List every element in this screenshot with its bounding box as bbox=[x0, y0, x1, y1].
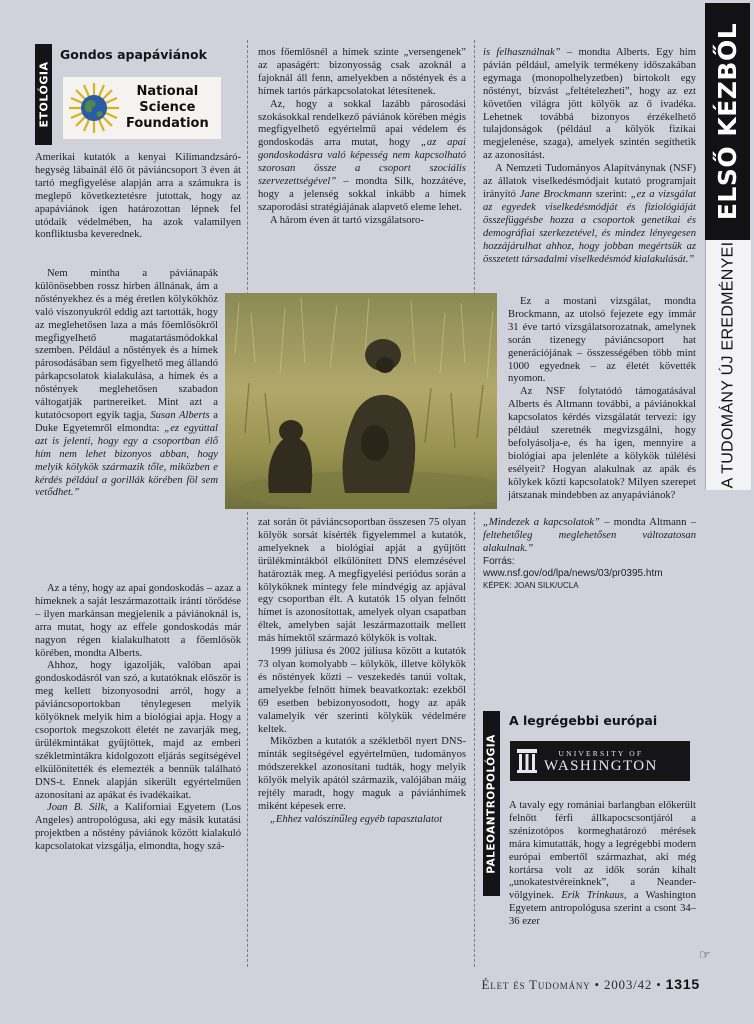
section-tag-paleoantropologia: PALEOANTROPOLÓGIA bbox=[483, 711, 500, 896]
footer-issue: 2003/42 bbox=[603, 977, 653, 992]
paragraph: zat során öt páviáncsoportban összesen 75 olyan kölyök sorsát kísérték figyelemmel a kutatók, amelyeknek a biológiai apját a gyűjtött ürülékmintákból elkülönített DNS elemzésével határozták meg. A megfigyelési periódus során a kölyköknek mintegy fele mindvégig az apjával egy csoportban élt. A kutatók 15 olyan felnőtt hímet is azonosítottak, amelyek olyan csapatban éltek, amelyben saját leszármazottaik mellett más hímektől származó kölykök is voltak. bbox=[258, 517, 466, 645]
globe-icon bbox=[68, 82, 120, 134]
paragraph: mos főemlősnél a hímek szinte „versengenek” az apaságért: bizonyosság csak azoknál a fajoknál áll fenn, amelyekben a nőstények és a hímek tartós párkapcsolatokat létesítenek. bbox=[258, 47, 466, 97]
uw-logo bbox=[510, 741, 690, 781]
paragraph: Az, hogy a sokkal lazább párosodási szokásokkal rendelkező páviánok körében mégis megfigyelhető egyértelmű apai védelem és gondoskodás arra mutat, hogy „az apai gondoskodásra való képesség nem kapcsolható szorosan össze a csoport szociális szervezettségével” – mondta Silk, hozzátéve, hogy a jelenség sokkal inkább a hímek szaporodási stratégiájának alapvető eleme lehet. bbox=[258, 98, 466, 213]
header-band-sublabel: A TUDOMÁNY ÚJ EREDMÉNYEI bbox=[719, 241, 737, 489]
footer-journal: Élet és Tudomány bbox=[481, 977, 591, 992]
paragraph: „Ehhez valószínűleg egyéb tapasztalatot bbox=[270, 813, 443, 825]
source-line: Forrás: www.nsf.gov/od/lpa/news/03/pr0395.htm bbox=[483, 555, 663, 579]
paragraph: „Mindezek a kapcsolatok” – mondta Altmann – feltehetőleg meglehetősen változatosan alakulnak.” bbox=[483, 517, 696, 554]
article-column-2-upper bbox=[258, 47, 466, 293]
section-title-legregebbi: A legrégebbi európai bbox=[509, 713, 658, 728]
footer-page-number: 1315 bbox=[665, 976, 700, 992]
uw-logo-big: WASHINGTON bbox=[544, 757, 658, 774]
article-column-1-middle bbox=[35, 268, 218, 581]
paragraph: Joan B. Silk, a Kaliforniai Egyetem (Los Angeles) antropológusa, aki egy másik kutatási projektben a nőstény páviánok között kialakuló kapcsolatokat vizsgálja, elmondta, hogy szá- bbox=[35, 802, 241, 853]
header-band-black bbox=[705, 3, 750, 240]
nsf-logo bbox=[63, 77, 221, 139]
paragraph: is felhasználnak” – mondta Alberts. Egy him pávián például, amelyik termékeny időszakában egymaga (monopolhelyzetben) birtokolt egy nőstényt, bízvást „feltételezheti”, hogy az ezt követően világra jött kölyök az ő ivadéka. Lehetnek továbbá bizonyos érzékelhető tulajdonságok (például a kölyök fizikai megjelenése, szaga), amelyek szintén segíthetik az azonosítást. bbox=[483, 47, 696, 162]
paragraph: Az NSF folytatódó támogatásával Alberts és Altmann további, a páviánokkal kapcsolatos kérdés vizsgálatát tervezi: így például szeretnék megvizsgálni, hogy befolyásolja-e, és ha igen, mennyire a biológiai apa jelenléte a kölykök túlélési esélyeit? Hogyan alakulnak az apák és kölykek közti kapcsolatok? Milyen szerepet játszanak mindebben az anyapáviánok? bbox=[508, 386, 696, 501]
paragraph: A tavaly egy romániai barlangban előkerült felnőtt férfi állkapocscsontjáról a szénizotópos kormeghatározó mérések mára kimutatták, hogy a legrégebbi modern európai embertől származhat, aki még kortársa volt az idők során kihalt „unokatestvéreinknek”, a Neander-völgyinek. Erik Trinkaus, a Washington Egyetem antropológusa szerint a csont 34–36 ezer bbox=[509, 800, 696, 928]
paragraph: Ez a mostani vizsgálat, mondta Brockmann, az utolsó fejezete egy immár 31 éve tartó vizsgálatsorozatnak, amelynek során tizenegy páviáncsoport hat generációjának – összességében több mint 1000 egyednek – az életét követték nyomon. bbox=[508, 296, 696, 385]
article-column-3-lower bbox=[483, 517, 696, 697]
paragraph: Amerikai kutatók a kenyai Kilimandzsáró-hegység lábainál élő öt páviáncsoport 3 éven át tartó megfigyelése alapján arra a számukra is meglepő következtetésre jutottak, hogy az apapáviánok igen határozottan lépnek fel utódaik védelmében, ha azok valamilyen konfliktusba keverednek. bbox=[35, 152, 241, 241]
article-column-1-upper bbox=[35, 152, 241, 242]
photo-credit: KÉPEK: JOAN SILK/UCLA bbox=[483, 580, 579, 590]
page-footer: Élet és Tudomány • 2003/42 • 1315 bbox=[481, 976, 700, 992]
paragraph: 1999 júliusa és 2002 júliusa között a kutatók 73 olyan komolyabb – kölykök, illetve kölykök és nőstények közti – veszekedés tanúi voltak, amelyekbe felnőtt hímek beavatkoztak: ezekből 69 esetben bebizonyosodott, hogy az apák valamelyik vér szerinti kölykük védelmére keltek. bbox=[258, 646, 466, 735]
article-column-3-upper bbox=[483, 47, 696, 293]
article-column-2-lower bbox=[258, 517, 466, 969]
paragraph: Ahhoz, hogy igazolják, valóban apai gondoskodásról van szó, a kutatóknak először is meg kellett bizonyosodni arról, hogy a páviáncsoportokban ténylegesen melyik kölyöknek melyik him a biológiai apja. Hogy a csoportok megszokott életét ne zavarják meg, ürülékmintákat gyűjtöttek, majd az emberi székletmintákra kidolgozott eljárás segítségével elkülönítették és elemezték a bennük található DNS-t. Ennek alapján sikerült egyértelműen azonosítani az apákat és ivadékaikat. bbox=[35, 660, 241, 801]
header-band-label: ELSŐ KÉZBŐL bbox=[713, 22, 743, 221]
header-band-white bbox=[705, 240, 751, 490]
section-tag-etologia: ETOLÓGIA bbox=[35, 44, 52, 145]
column-divider bbox=[247, 512, 248, 967]
column-divider bbox=[474, 40, 475, 295]
nsf-logo-text: National Science Foundation bbox=[126, 84, 209, 131]
paragraph: Az a tény, hogy az apai gondoskodás – azaz a hímeknek a saját leszármazottaik iránti törődése – ilyen markánsan megjelenik a páviánoknál is, arra mutat, hogy az effele gondoskodás már nagyon régen kialakulhatott a főemlősök körében, mondta Alberts. bbox=[35, 583, 241, 659]
section-title-gondos: Gondos apapáviánok bbox=[60, 47, 207, 62]
column-divider bbox=[247, 40, 248, 295]
paragraph: A három éven át tartó vizsgálatsoro- bbox=[270, 214, 424, 226]
baboon-photo bbox=[225, 293, 497, 509]
continue-arrow-icon: ☞ bbox=[699, 947, 711, 962]
uw-mark-icon bbox=[516, 748, 538, 774]
column-divider bbox=[474, 512, 475, 967]
uw-logo-small: UNIVERSITY OF bbox=[558, 748, 644, 758]
article-column-section2 bbox=[509, 800, 696, 962]
paragraph: Nem mintha a páviánapák különösebben rossz hírben állnának, ám a nőstényekhez és a még éretlen kölykökhöz való viszonyukról eddig azt tartották, hogy az meglehetősen laza a más főemlősökről megfigyelhető magatartásmódokkal szemben. Például a nőstények és a hímek párosodásában sem figyelhető meg állandó párkapcsolatok kialakulása, a hímek és a nőstények meglehetősen szabadon váltogatják partnereiket. Mint azt a kutatócsoport egyik tagja, Susan Alberts a Duke Egyetemről elmondta: „ez egyúttal azt is jelenti, hogy egy a csoportban élő hím nem lehet bizonyos abban, hogy melyik kölykök származik tőle, miközben e kérdés például a gorillák körében föl sem vetődhet.” bbox=[35, 268, 218, 499]
article-column-1-lower bbox=[35, 583, 241, 963]
paragraph: Miközben a kutatók a székletből nyert DNS-minták segítségével egyértelműen, tudományos módszerekkel azonosítani tudták, hogy melyik kölyök melyik apától származik, valójában máig rejtély maradt, hogy maguk a páviánhímek miként képesek erre. bbox=[258, 736, 466, 812]
paragraph: A Nemzeti Tudományos Alapítványnak (NSF) az állatok viselkedésmódjait kutató programjait irányító Jane Brockmann szerint: „ez a vizsgálat az egyedek viselkedésmódját és fiziológiáját összefüggésbe hozza a csoportok genetikai és demográfiai szerkezetével, és mindez lényegesen hozzájárulhat ahhoz, hogy jobban megértsük az összetett társadalmi viselkedésmód kialakulását.” bbox=[483, 163, 696, 265]
article-column-3-middle bbox=[508, 296, 696, 511]
